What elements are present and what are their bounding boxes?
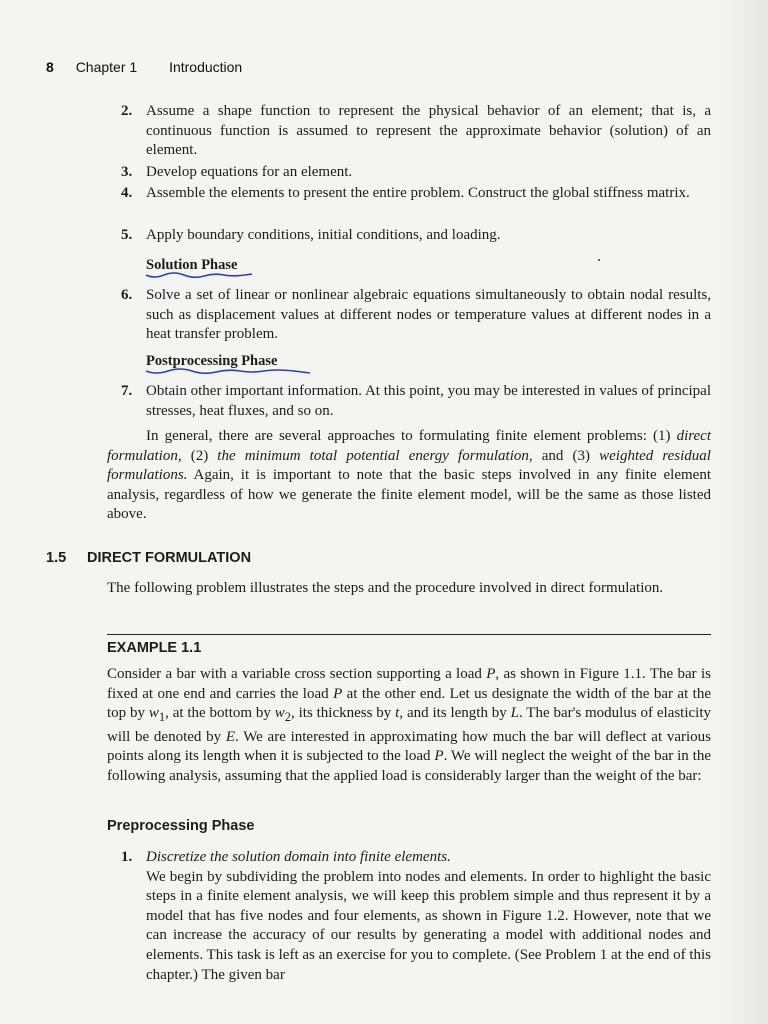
var-w: w: [148, 705, 159, 722]
step-text: Apply boundary conditions, initial conditions, and loading.: [146, 227, 501, 243]
text-run: . We will neglect the weight of the bar in the following analysis, assuming that the applied load is considerably larger than the weight of the bar:: [107, 748, 711, 784]
var-t: t: [395, 705, 400, 722]
chapter-title: Introduction: [169, 59, 243, 75]
solution-phase-heading: Solution Phase: [146, 257, 238, 273]
page-edge-shadow: [720, 0, 768, 1024]
text-run: . We are interested in approximating how much the bar will deflect at various points along its length when it is subjected to the load: [107, 728, 711, 765]
text-run: Consider a bar with a variable cross section supporting a load: [107, 666, 487, 682]
italic-term: the minimum total potential energy formulation,: [217, 447, 533, 464]
page-number: 8: [46, 59, 54, 75]
step-number: 7.: [121, 383, 133, 399]
subscript: 2: [284, 710, 292, 725]
step-number: 1.: [121, 849, 133, 865]
text-run: , at the bottom by: [165, 705, 275, 722]
section-heading: [46, 550, 251, 566]
step-item: [121, 848, 711, 985]
step-number: 6.: [121, 287, 133, 303]
text-run: at the other end. Let us designate the width of the bar at the top by: [107, 685, 711, 722]
preprocessing-heading: Preprocessing Phase: [107, 818, 255, 834]
example-heading: EXAMPLE 1.1: [107, 640, 202, 656]
step-number: 5.: [121, 227, 133, 243]
text-run: and (3): [532, 447, 600, 464]
example-paragraph: [107, 665, 711, 787]
text-run: , its thickness by: [291, 705, 396, 722]
step-item: [121, 163, 711, 183]
step-title: Discretize the solution domain into finite elements.: [146, 849, 451, 865]
pen-underline-mark: [144, 365, 314, 377]
step-text: Assume a shape function to represent the physical behavior of an element; that is, a continuous function is assumed to represent the approximate behavior (solution) of an element.: [146, 103, 711, 159]
running-header: [46, 59, 242, 75]
step-text: Obtain other important information. At this point, you may be interested in values of principal stresses, heat fluxes, and so on.: [146, 383, 711, 419]
text-run: , and its length by: [399, 705, 511, 722]
step-text: Assemble the elements to present the entire problem. Construct the global stiffness matrix.: [146, 185, 690, 201]
subscript: 1: [158, 710, 166, 725]
section-number: 1.5: [46, 550, 67, 566]
body-paragraph: [107, 427, 711, 525]
speck: [598, 259, 600, 261]
chapter-label: Chapter 1: [75, 59, 138, 75]
step-item: [121, 382, 711, 421]
var-E: E: [225, 728, 236, 745]
section-intro: The following problem illustrates the steps and the procedure involved in direct formulation.: [107, 580, 664, 596]
section-title: DIRECT FORMULATION: [87, 550, 252, 566]
step-text: Solve a set of linear or nonlinear algebraic equations simultaneously to obtain nodal results, such as displacement values at different nodes or temperature values at different nodes in a heat transfer problem.: [146, 287, 711, 343]
text-run: In general, there are several approaches to formulating finite element problems: (1): [146, 428, 677, 444]
italic-term: direct formulation,: [107, 428, 711, 464]
italic-term: weighted residual formulations.: [107, 447, 711, 484]
postprocessing-phase-heading: Postprocessing Phase: [146, 353, 278, 369]
step-number: 4.: [121, 185, 133, 201]
text-run: Again, it is important to note that the basic steps involved in any finite element analysis, regardless of how we generate the finite element model, will be the same as those listed above.: [107, 467, 711, 523]
step-item: [121, 286, 711, 345]
pen-underline-mark: [144, 270, 256, 280]
var-P: P: [434, 748, 444, 765]
example-rule: [107, 634, 711, 635]
step-text: Develop equations for an element.: [146, 164, 353, 180]
step-body: We begin by subdividing the problem into nodes and elements. In order to highlight the basic steps in a finite element analysis, we will keep this problem simple and thus represent it by a model that has five nodes and four elements, as shown in Figure 1.2. However, note that we can increase the accuracy of our results by generating a model with additional nodes and elements. This task is left as an exercise for you to complete. (See Problem 1 at the end of this chapter.) The given bar: [146, 868, 711, 983]
step-item: [121, 102, 711, 161]
step-item: [121, 184, 711, 204]
var-P: P: [486, 666, 496, 682]
var-L: L: [510, 705, 519, 722]
step-number: 2.: [121, 103, 133, 119]
text-run: , as shown in Figure 1.1. The bar is fixed at one end and carries the load: [107, 666, 711, 702]
step-item: [121, 226, 711, 246]
text-run: (2): [181, 447, 218, 464]
step-number: 3.: [121, 164, 133, 180]
var-P: P: [333, 685, 343, 702]
step-content: [146, 848, 711, 985]
text-run: . The bar's modulus of elasticity will be denoted by: [107, 705, 712, 745]
var-w: w: [274, 705, 285, 722]
